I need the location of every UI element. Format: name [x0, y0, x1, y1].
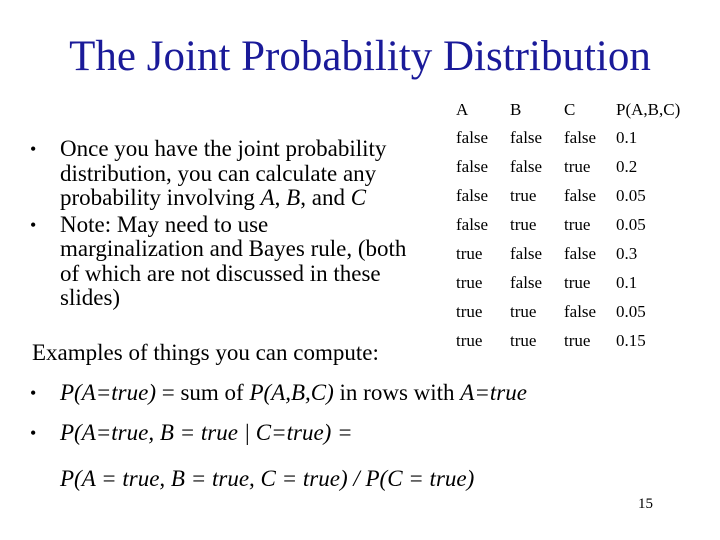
cell-a: false [456, 215, 489, 234]
bullet-icon: • [30, 214, 37, 235]
cell-p: 0.1 [616, 273, 638, 292]
bullet-list [30, 137, 410, 313]
cell-p: 0.05 [616, 215, 646, 234]
cell-p: 0.3 [616, 244, 638, 263]
text: in rows with [333, 380, 461, 405]
cell-a: true [456, 331, 483, 350]
cell-c: false [564, 244, 597, 263]
cell-p: 0.1 [616, 128, 638, 147]
cell-b: false [510, 128, 543, 147]
cell-b: true [510, 186, 537, 205]
cell-c: true [564, 215, 591, 234]
joint-probability-table [450, 96, 686, 355]
page-number: 15 [638, 496, 653, 512]
cell-b: false [510, 157, 543, 176]
formula-continuation: P(A = true, B = true, C = true) / P(C = true) [60, 466, 475, 491]
cell-b: true [510, 331, 537, 350]
table-row [450, 210, 686, 239]
examples-label: Examples of things you can compute: [32, 340, 379, 365]
header-c: C [564, 100, 576, 119]
var-b: B [286, 185, 301, 210]
cell-a: true [456, 302, 483, 321]
table-row [450, 268, 686, 297]
table-body [450, 123, 686, 355]
cell-c: true [564, 331, 591, 350]
expr: P(A=true, B = true | C=true) = [60, 420, 353, 445]
cell-b: false [510, 244, 543, 263]
cell-a: false [456, 128, 489, 147]
cell-a: true [456, 273, 483, 292]
header-a: A [456, 100, 469, 119]
table-row [450, 152, 686, 181]
cell-b: false [510, 273, 543, 292]
cell-p: 0.05 [616, 302, 646, 321]
bullet-item-joint-probability [30, 137, 410, 211]
cell-p: 0.2 [616, 157, 638, 176]
cell-a: false [456, 186, 489, 205]
slide-title: The Joint Probability Distribution [69, 33, 651, 80]
table-row [450, 239, 686, 268]
cell-c: true [564, 273, 591, 292]
bullet-text: Note: May need to use marginalization and Bayes rule, (both of which are not discussed in these slides) [60, 211, 407, 310]
cell-b: true [510, 302, 537, 321]
cell-c: false [564, 186, 597, 205]
var-a: A [260, 185, 275, 210]
bullet-item-note [30, 213, 410, 311]
expr: P(A=true) [60, 380, 156, 405]
table-header-row [450, 96, 686, 123]
compute-item-marginal [30, 380, 527, 406]
var-c: C [350, 185, 367, 210]
table-row [450, 326, 686, 355]
bullet-icon: • [30, 423, 37, 443]
table-row [450, 123, 686, 152]
cell-c: true [564, 157, 591, 176]
table-row [450, 297, 686, 326]
bullet-icon: • [30, 139, 37, 159]
cell-c: false [564, 128, 597, 147]
bullet-icon: • [30, 383, 37, 403]
header-b: B [510, 100, 522, 119]
header-p: P(A,B,C) [616, 100, 681, 119]
text: = sum of [156, 380, 250, 405]
bullet-text: Once you have the joint probability distribution, you can calculate any probability involving [60, 136, 387, 210]
separator: , [274, 185, 287, 210]
cell-a: true [456, 244, 483, 263]
expr: A=true [460, 380, 527, 405]
table-row [450, 181, 686, 210]
cell-p: 0.05 [616, 186, 646, 205]
cell-b: true [510, 215, 537, 234]
compute-item-conditional [30, 420, 527, 446]
cell-p: 0.15 [616, 331, 646, 350]
cell-a: false [456, 157, 489, 176]
cell-c: false [564, 302, 597, 321]
compute-list [30, 380, 527, 460]
expr: P(A,B,C) [249, 380, 334, 405]
separator: , and [300, 185, 351, 210]
